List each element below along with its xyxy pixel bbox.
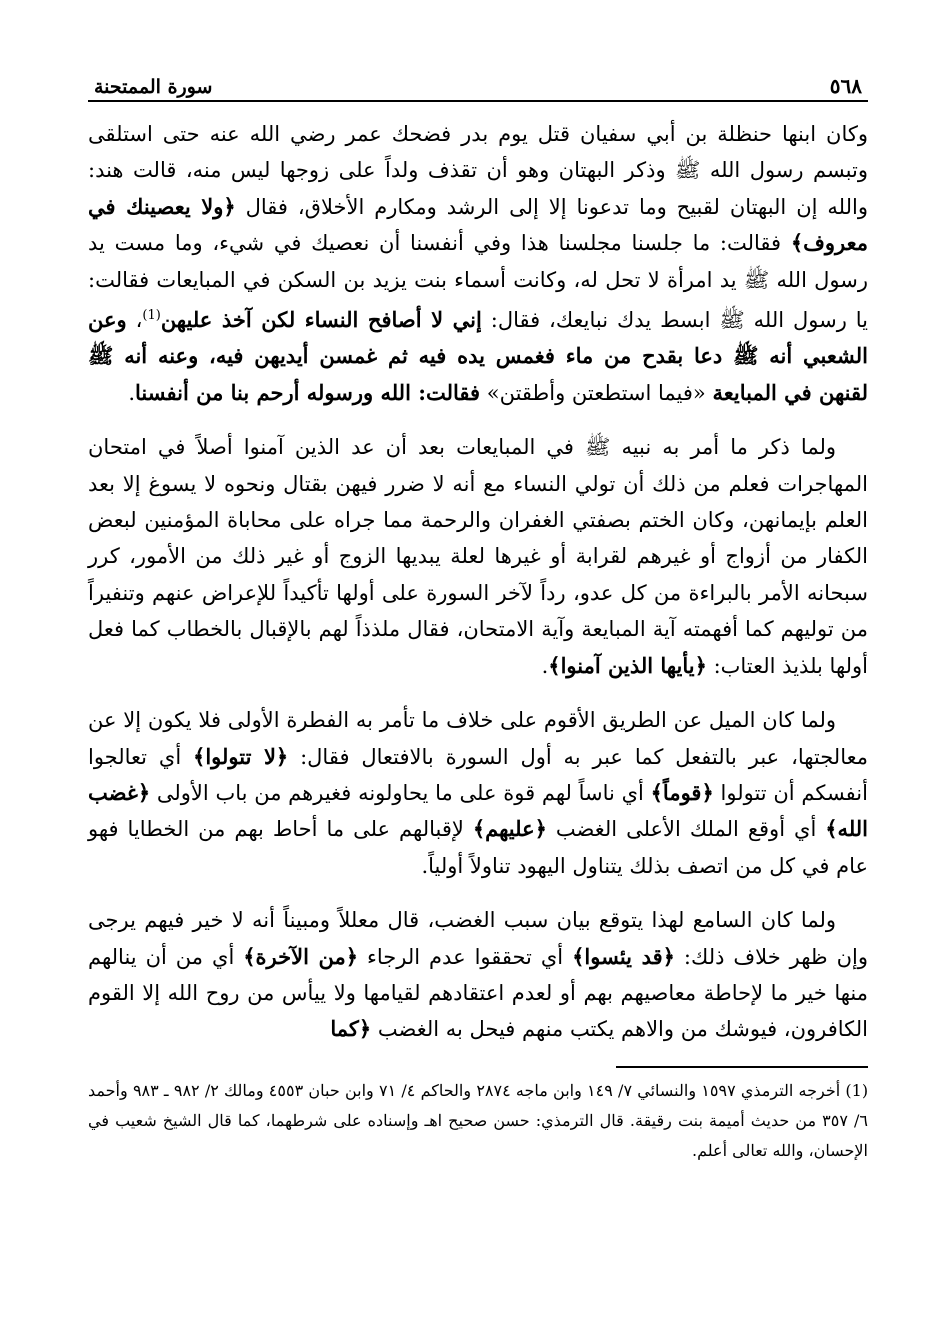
- text-run: أي من أن ينالهم منها خير ما لإحاطة معاصيهم بهم أو لعدم اعتقادهم لقيامها ولا ييأس من روح الله إلا القوم الكافرون، فيوشك من والاهم يكتب منهم فيحل به الغضب: [88, 944, 868, 1042]
- text-run: وكان ابنها حنظلة بن أبي سفيان قتل يوم بدر فضحك عمر رضي الله عنه حتى استلقى وتبسم رسول الله ﷺ وذكر البهتان وهو أن تقذف ولداً على زوجها ليس منه، قالت هند: والله إن البهتان لقبيح وما تدعونا إلا إلى الرشد ومكارم الأخلاق، فقال: [88, 122, 868, 219]
- quran-quote: ﴿ولا يعصينك في معروف﴾: [88, 193, 868, 256]
- quran-quote: ﴿كما: [330, 1016, 372, 1042]
- text-run: فقالت: ما جلسنا مجلسنا هذا وفي أنفسنا أن نعصيك في شيء، وما مست يد رسول الله ﷺ يد امرأة لا تحل له، وكانت أسماء بنت يزيد بن السكن في المبايعات فقالت: يا رسول الله ﷺ ابسط يدك نبايعك، فقال:: [88, 231, 869, 333]
- text-run: أي تحققوا عدم الرجاء: [358, 944, 573, 969]
- text-run: أي ناساً لهم قوة على ما يحاولونه فغيرهم من باب الأولى: [150, 780, 651, 805]
- text-run: ولما كان السامع لهذا يتوقع بيان سبب الغضب، قال معللاً ومبيناً أنه لا خير فيهم يرجى وإن ظهر خلاف ذلك:: [88, 908, 868, 969]
- footnote: [88, 1076, 868, 1166]
- text-run: ولما ذكر ما أمر به نبيه ﷺ في المبايعات بعد أن عد الذين آمنوا أصلاً في امتحان المهاجرات فعلم من ذلك أن تولي النساء مع أنه لا ضرر فيهن بقتال ونحوه لا يسوغ إلا بعد العلم بإيمانهن، وكان الختم بصفتي الغفران والرحمة مما جراه على محاباة المؤمنين لبعض الكفار من أزواج أو غيرهم لقرابة أو غيرها لعلة يبديها الزوج أو غير ذلك من الأمور، كرر سبحانه الأمر بالبراءة من كل عدو، رداً لآخر السورة على أولها تأكيداً للإعراض عنهم وتنفيراً من توليهم كما أفهمته آية المبايعة وآية الامتحان، فقال ملذذاً لهم بالإقبال بالخطاب كما فعل أولها بلذيذ العتاب:: [88, 435, 868, 678]
- quran-quote: ﴿من الآخرة﴾: [243, 943, 359, 969]
- surah-title: سورة الممتحنة: [94, 76, 213, 98]
- quran-quote: ﴿عليهم﴾: [472, 816, 547, 842]
- text-run: لإقبالهم على ما أحاط بهم من الخطايا فهو عام في كل من اتصف بذلك يتناول اليهود تناولاً أولياً.: [88, 817, 868, 878]
- quran-quote: ﴿قوماً﴾: [650, 779, 714, 805]
- paragraph-1: [88, 116, 868, 411]
- text-run: .: [541, 653, 549, 678]
- hadith-quote: فقالت: الله ورسوله أرحم بنا من أنفسنا: [135, 379, 481, 405]
- footnote-number: (1): [845, 1080, 869, 1100]
- hadith-quote: وعن الشعبي أنه ﷺ دعا بقدح من ماء فغمس يده فيه ثم غمسن أيديهن فيه، وعنه أنه ﷺ لقنهن في المبايعة: [88, 307, 868, 405]
- text-run: أي أوقع الملك الأعلى الغضب: [546, 817, 826, 842]
- running-head: [88, 62, 868, 102]
- hadith-quote: إني لا أصافح النساء لكن آخذ عليهن: [160, 307, 482, 333]
- page-number: ٥٦٨: [829, 74, 862, 98]
- quran-quote: ﴿لا تتولوا﴾: [193, 743, 289, 769]
- quran-quote: ﴿يأيها الذين آمنوا﴾: [548, 652, 707, 678]
- text-run: ولما كان الميل عن الطريق الأقوم على خلاف ما تأمر به الفطرة الأولى فلا يكون إلا عن معالجتها، عبر بالتفعل كما عبر به أول السورة بالافتعال فقال:: [88, 708, 868, 769]
- paragraph-2: [88, 429, 868, 684]
- main-text: [88, 116, 868, 1048]
- paragraph-3: [88, 702, 868, 884]
- quran-quote: ﴿غضب الله﴾: [88, 779, 868, 842]
- footnote-text: أخرجه الترمذي ١٥٩٧ والنسائي ٧/ ١٤٩ وابن ماجه ٢٨٧٤ والحاكم ٤/ ٧١ وابن حبان ٤٥٥٣ ومالك ٢/ ٩٨٢ ـ ٩٨٣ وأحمد ٦/ ٣٥٧ من حديث أميمة بنت رقيقة. قال الترمذي: حسن صحيح اهـ وإسناده على شرطهما، كما قال الشيخ شعيب في الإحسان، والله تعالى أعلم.: [88, 1080, 868, 1160]
- text-run: .: [128, 380, 136, 405]
- footnote-divider: [616, 1066, 868, 1068]
- text-run: أي تعالجوا أنفسكم أن تتولوا: [88, 744, 868, 805]
- text-run: «فيما استطعتن وأطقتن»: [480, 380, 713, 405]
- paragraph-4: [88, 902, 868, 1048]
- book-page: [88, 62, 868, 1312]
- footnote-reference: (1): [142, 308, 161, 324]
- quran-quote: ﴿قد يئسوا﴾: [572, 943, 675, 969]
- text-run: ،: [126, 308, 143, 333]
